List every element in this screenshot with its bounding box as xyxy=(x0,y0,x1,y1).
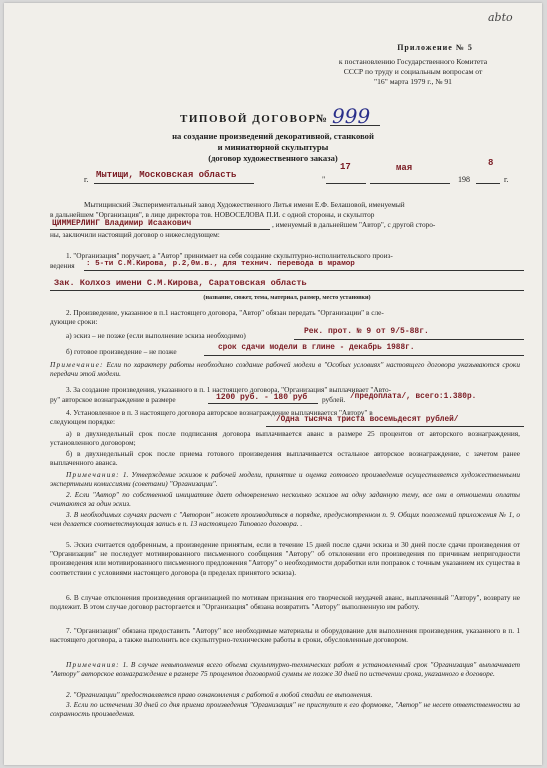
clause-4-a: а) в двухнедельный срок после подписания договора выплачивается аванс в размере 25 процентов от авторского вознаграждения, установленного договором; xyxy=(50,429,520,448)
clause-4-notes-label: Примечания: xyxy=(66,470,120,479)
corner-handwritten-mark: abto xyxy=(488,11,513,24)
clause-4-note-1 xyxy=(50,470,520,488)
month-handwritten: мая xyxy=(396,163,413,173)
final-note-2: 2. "Организации" предоставляется право ознакомления с работой в любой стадии ее выполнения. xyxy=(66,690,373,699)
final-note-1-text: 1. В случае невыполнения всего объема скульптурно-технических работ в установленный срок "Организация" выплачивает "Автору" авторское вознаграждение в размере 75 процентов договорной суммы не позже 30 дней по истечении срока, указанного в договоре. xyxy=(50,660,520,679)
year-prefix: 198 xyxy=(458,175,470,184)
document-title: ТИПОВОЙ ДОГОВОР xyxy=(180,113,317,125)
appendix-line-1: к постановлению Государственного Комитета xyxy=(338,57,488,66)
clause-3-sum-handwritten: 1200 руб. - 180 руб xyxy=(216,393,308,402)
clause-2-note xyxy=(50,360,520,378)
clause-5: 5. Эскиз считается одобренным, а произведение принятым, если в течение 15 дней после сдачи эскиза и 30 дней после сдачи произведения от "Организации" не последует мотивированного письменного сообщения "Автору" об отклонении его произведения по причинам непригодности произведения или мотивированного письменного предложения "Автору" о необходимости доработки или поправок с точным указанием их существа в соответствии с условиями настоящего договора (в пределах принятого эскиза). xyxy=(50,540,520,577)
preamble-line-3-tail: , именуемый в дальнейшем "Автор", с другой сторо- xyxy=(272,220,436,229)
contract-number: 999 xyxy=(332,104,371,128)
preamble-line-2: в дальнейшем "Организация", в лице директора тов. НОВОСЕЛОВА П.И. с одной стороны, и скульптор xyxy=(50,210,375,219)
final-note-3: 3. Если по истечении 30 дней со дня приема произведения "Организация" не приступит к его формовке, "Автор" не несет ответственности за сохранность произведения. xyxy=(50,700,520,719)
clause-1-line-a: 1. "Организация" поручает, а "Автор" принимает на себя создание скульптурно-исполнительского произ- xyxy=(66,251,393,260)
clause-4-handwritten: /Одна тысяча триста восемьдесят рублей/ xyxy=(276,416,459,424)
clause-4-line-b: следующем порядке: xyxy=(50,417,116,426)
clause-2-b-label: б) готовое произведение – не позже xyxy=(66,347,177,356)
clause-1-line-b: ведения xyxy=(50,261,75,270)
clause-2-line-b: дующие сроки: xyxy=(50,317,98,326)
final-note-1 xyxy=(50,660,520,678)
final-notes-label: Примечания: xyxy=(66,660,120,669)
clause-2-a-handwritten: Рек. прот. № 9 от 9/5-88г. xyxy=(304,327,429,336)
sculptor-name-handwritten: ЦИММЕРЛИНГ Владимир Исаакович xyxy=(52,219,192,228)
number-prefix: № xyxy=(316,113,328,125)
clause-1-caption: (название, сюжет, тема, материал, размер, место установки) xyxy=(203,294,371,301)
city-prefix: г. xyxy=(84,175,89,184)
clause-2-b-handwritten: срок сдачи модели в глине - декабрь 1988г. xyxy=(218,344,415,352)
day-handwritten: 17 xyxy=(340,162,351,172)
clause-3-currency: рублей. xyxy=(322,395,346,404)
clause-6: 6. В случае отклонения произведения организацией по мотивам признания его творческой неудачей аванс, выплаченный "Автору", возврату не подлежит. В этом случае договор расторгается и "Организация" обязана возвратить "Автору" выполненную им работу. xyxy=(50,593,520,612)
clause-2-note-label: Примечание: xyxy=(50,360,104,369)
clause-1-handwritten-2: Зак. Колхоз имени С.М.Кирова, Саратовская область xyxy=(54,278,307,288)
clause-4-b: б) в двухнедельный срок после приема готового произведения выплачивается остальное авторское вознаграждение, с зачетом ранее выплаченного аванса. xyxy=(50,449,520,468)
clause-7: 7. "Организация" обязана предоставить "Автору" все необходимые материалы и оборудование для выполнения произведения, указанного в п. 1 настоящего договора, а также выполнить все скульптурно-технические работы в сроки, обусловленные договором. xyxy=(50,626,520,645)
clause-1-handwritten-1: : 5-ти С.М.Кирова, р.2,0м.в., для технич. перевода в мрамор xyxy=(86,260,355,268)
year-digit-handwritten: 8 xyxy=(488,158,494,168)
subtitle-line-2: и миниатюрной скульптуры xyxy=(217,142,329,152)
preamble-line-4: ны, заключили настоящий договор о нижеследующем: xyxy=(50,230,220,239)
document-page xyxy=(4,3,542,765)
clause-3-line-a: 3. За создание произведения, указанного в п. 1 настоящего договора, "Организация" выплачивает "Авто- xyxy=(66,385,392,394)
clause-4-line-a: 4. Установленное в п. 3 настоящего договора авторское вознаграждение выплачивается "Автору" в xyxy=(66,408,373,417)
preamble-line-1: Мытищинский Экспериментальный завод Художественного Литья имени Е.Ф. Белашовой, именуемый xyxy=(84,200,405,209)
clause-4-note-1-text: 1. Утверждение эскизов к рабочей модели, принятие и оценка готового произведения осуществляется художественными экспертными комиссиями (советами) "Организации". xyxy=(50,470,520,489)
day-quote: " xyxy=(322,175,326,184)
clause-2-line-a: 2. Произведение, указанное в п.1 настоящего договора, "Автор" обязан передать "Организации" в сле- xyxy=(66,308,384,317)
appendix-line-2: СССР по труду и социальным вопросам от xyxy=(343,67,483,76)
year-suffix: г. xyxy=(504,175,509,184)
clause-2-note-text: Если по характеру работы необходимо создание рабочей модели в "Особых условиях" настоящего договора указываются сроки передачи этой модели. xyxy=(50,360,520,379)
subtitle-line-3: (договор художественного заказа) xyxy=(208,153,338,163)
appendix-label: Приложение № 5 xyxy=(397,43,473,52)
clause-3-line-b: ру" авторское вознаграждение в размере xyxy=(50,395,176,404)
clause-4-note-3: 3. В необходимых случаях расчет с "Автором" может производиться в порядке, предусмотренном п. 9. Общих положений приложения № 1, о чем делается соответствующая запись в п. 13 настоящего Типового договора. . xyxy=(50,510,520,529)
clause-2-a-label: а) эскиз – не позже (если выполнение эскиза необходимо) xyxy=(66,331,246,340)
clause-3-tail-handwritten: /предоплата/, всего:1.380р. xyxy=(350,393,477,401)
city-handwritten: Мытищи, Московская область xyxy=(96,170,237,180)
clause-4-note-2: 2. Если "Автор" по собственной инициативе дает одновременно несколько эскизов на одну заданную тему, все они в отношении оплаты считаются за один эскиз. xyxy=(50,490,520,509)
subtitle-line-1: на создание произведений декоративной, станковой xyxy=(172,131,374,141)
appendix-line-3: "16" марта 1979 г., № 91 xyxy=(374,77,452,86)
